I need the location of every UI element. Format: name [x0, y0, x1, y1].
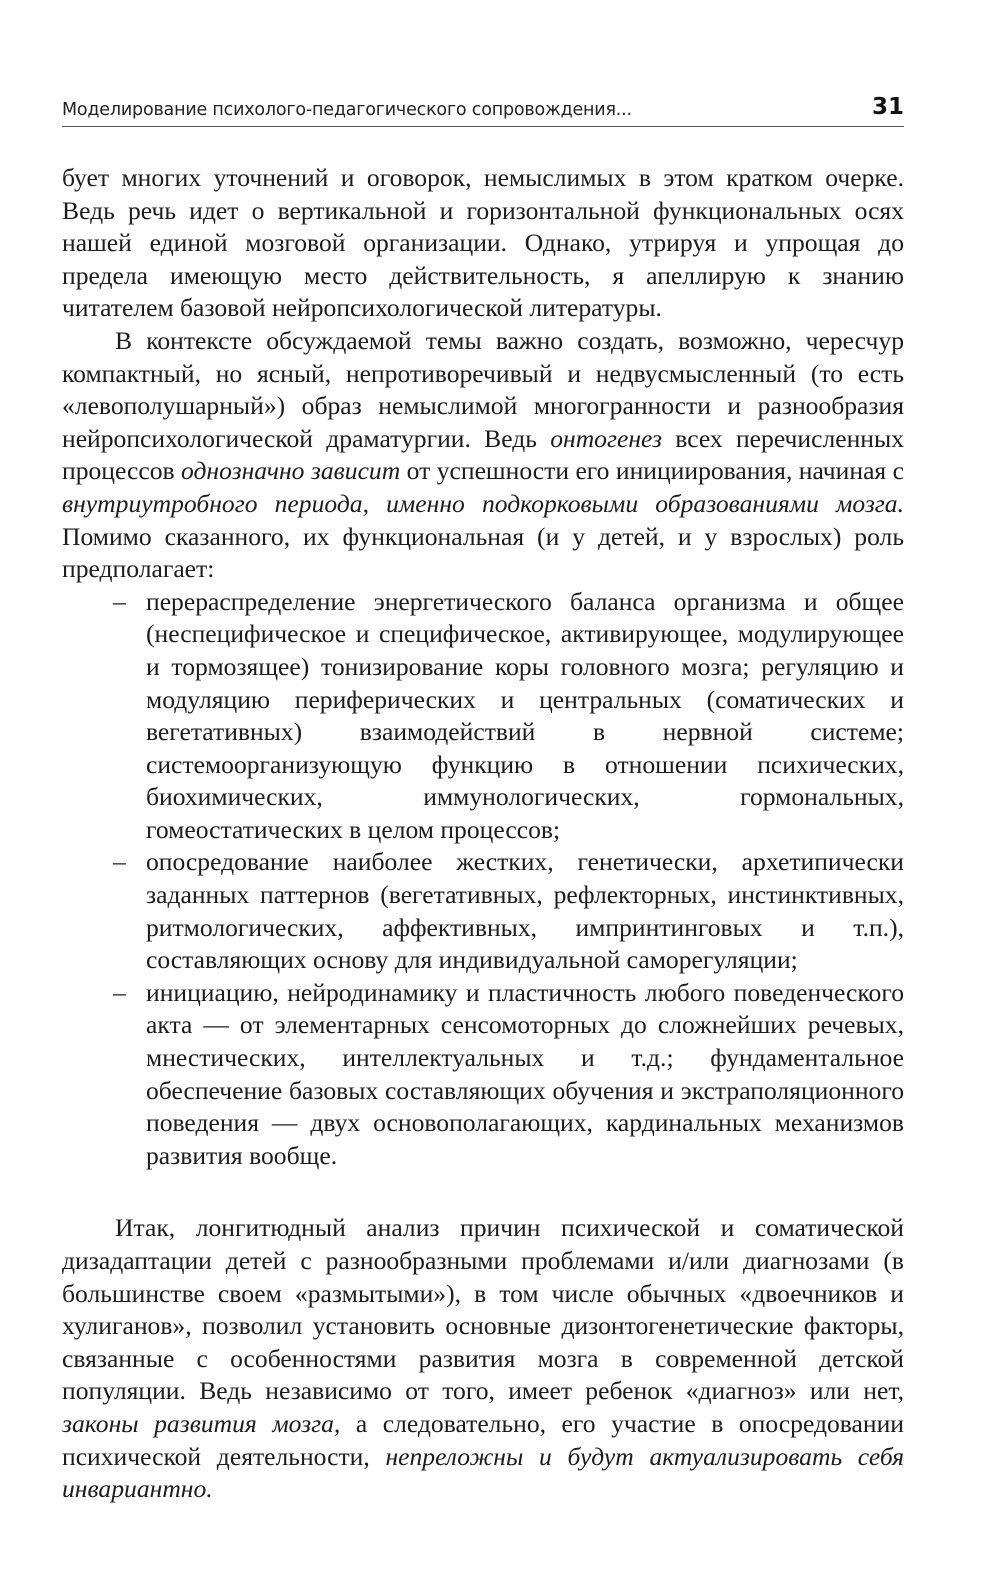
text-run: В контексте обсуждаемой темы важно создать, возможно, чересчур компактный, но ясный, непротиворечивый и недвусмысленный (то есть «левополушарный») образ немыслимой многогранности и разнообразия нейропсихологической драматургии. Ведь — [62, 325, 904, 453]
italic-run: однозначно зависит — [181, 456, 401, 486]
list-item — [62, 586, 904, 847]
paragraph-continuation: бует многих уточнений и оговорок, немыслимых в этом кратком очерке. Ведь речь идет о вертикальной и горизонтальной функциональных осях нашей единой мозговой организации. Однако, утрируя и упрощая до предела имеющую место действительность, я апеллирую к знанию читателем базовой нейропсихологической литературы. — [62, 163, 904, 323]
list-item-text: инициацию, нейродинамику и пластичность любого поведенческого акта — от элементарных сенсомоторных до сложнейших речевых, мнестических, интеллектуальных и т.д.; фундаментальное обеспечение базовых составляющих обучения и экстраполяционного поведения — двух основополагающих, кардинальных механизмов развития вообще. — [146, 977, 904, 1170]
italic-run: внутриутробного периода, именно подкорковыми образованиями мозга. — [62, 488, 904, 518]
body-text — [62, 162, 904, 1506]
running-header — [62, 92, 904, 127]
running-title: Моделирование психолого-педагогического сопровождения... — [62, 100, 632, 120]
list-item — [62, 977, 904, 1173]
italic-run: непреложны и будут актуализировать себя инвариантно. — [62, 1441, 904, 1504]
dash-list — [62, 586, 904, 1173]
page-number: 31 — [871, 94, 904, 120]
text-run: Помимо сказанного, их функциональная (и у детей, и у взрослых) роль предполагает: — [62, 521, 904, 584]
text-run: а следовательно, его участие в опосредовании психической деятельности, — [62, 1408, 904, 1471]
italic-run: законы развития мозга, — [62, 1408, 341, 1438]
paragraph-context — [62, 325, 904, 586]
italic-run: онтогенез — [550, 423, 663, 453]
dash-bullet: – — [113, 977, 126, 1007]
section-gap — [62, 1172, 904, 1212]
text-run: всех перечисленных процессов — [62, 423, 904, 486]
dash-bullet: – — [113, 847, 126, 877]
list-item-text: перераспределение энергетического баланса организма и общее (неспецифическое и специфическое, активирующее, модулирующее и тормозящее) тонизирование коры головного мозга; регуляцию и модуляцию периферических и центральных (соматических и вегетативных) взаимодействий в нервной системе; системоорганизующую функцию в отношении психических, биохимических, иммунологических, гормональных, гомеостатических в целом процессов; — [146, 586, 904, 844]
text-run: от успешности его инициирования, начиная с — [400, 456, 905, 486]
list-item — [62, 846, 904, 976]
dash-bullet: – — [113, 586, 126, 616]
text-run: Итак, лонгитюдный анализ причин психической и соматической дизадаптации детей с разнообразными проблемами и/или диагнозами (в большинстве своем «размытыми»), в том числе обычных «двоечников и хулиганов», позволил установить основные дизонтогенетические факторы, связанные с особенностями развития мозга в современной детской популяции. Ведь независимо от того, имеет ребенок «диагноз» или нет, — [62, 1213, 904, 1406]
list-item-text: опосредование наиболее жестких, генетически, архетипически заданных паттернов (вегетативных, рефлекторных, инстинктивных, ритмологических, аффективных, импринтинговых и т.п.), составляющих основу для индивидуальной саморегуляции; — [146, 847, 904, 975]
paragraph-conclusion — [62, 1212, 904, 1505]
